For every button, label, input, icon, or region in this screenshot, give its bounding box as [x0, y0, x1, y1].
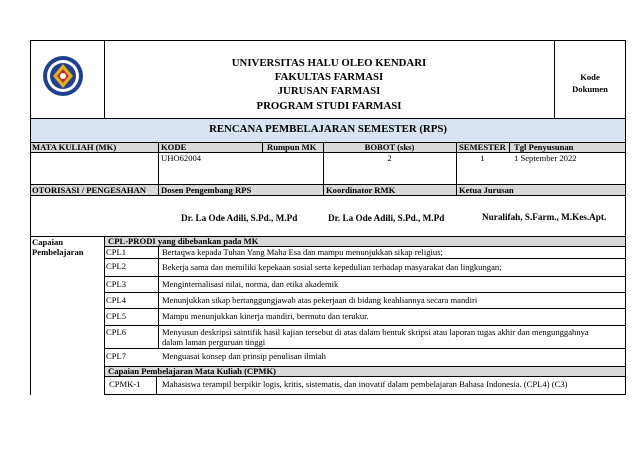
cpmk-text: Mahasiswa terampil berpikir logis, kritis, sistematis, dan inovatif dalam pembelajaran Bahasa Indonesia. (CPL4) (C3): [162, 379, 568, 389]
doc-title: RENCANA PEMBELAJARAN SEMESTER (RPS): [209, 123, 447, 135]
faculty-name: FAKULTAS FARMASI: [274, 71, 384, 83]
university-logo: [42, 54, 84, 98]
cpl-header: CPL-PRODI yang dibebankan pada MK: [108, 236, 259, 246]
cpl-code: CPL5: [106, 311, 127, 321]
department-name: JURUSAN FARMASI: [277, 85, 381, 97]
col-semester: SEMESTER: [459, 142, 506, 152]
program-name: PROGRAM STUDI FARMASI: [256, 100, 402, 112]
cpmk-code: CPMK-1: [109, 379, 141, 389]
course-bobot-value: 2: [387, 153, 392, 163]
course-kode-value: UHO62004: [161, 153, 202, 163]
cpl-code: CPL2: [106, 261, 127, 271]
cpl-text: Menguasai konsep dan prinsip penulisan ilmiah: [162, 351, 326, 361]
col-mata-kuliah: MATA KULIAH (MK): [32, 142, 117, 152]
cpl-code: CPL1: [106, 247, 127, 257]
cpl-text: Mampu menunjukkan kinerja mandiri, bermutu dan terukur.: [162, 311, 369, 321]
dosen-name: Dr. La Ode Adili, S.Pd., M.Pd: [181, 213, 298, 223]
course-tgl-value: 1 September 2022: [514, 153, 577, 163]
col-rumpun: Rumpun MK: [267, 142, 317, 152]
cpl-code: CPL6: [106, 327, 127, 337]
col-tgl: Tgl Penyusunan: [514, 142, 574, 152]
capaian-label: Capaian: [32, 237, 64, 247]
pembelajaran-label: Pembelajaran: [32, 247, 84, 257]
cpl-text-cont: dalam laman perguruan tinggi: [162, 337, 266, 347]
col-bobot: BOBOT (sks): [364, 142, 415, 152]
cpl-code: CPL3: [106, 279, 127, 289]
cpl-code: CPL7: [106, 351, 127, 361]
koordinator-name: Dr. La Ode Adili, S.Pd., M.Pd: [328, 213, 445, 223]
ketua-label: Ketua Jurusan: [459, 185, 514, 195]
cpl-text: Bekerja sama dan memiliki kepekaan sosial serta kepedulian terhadap masyarakat dan lingkungan;: [162, 262, 502, 272]
course-semester-value: 1: [480, 153, 485, 163]
cpl-text: Menginternalisasi nilai, norma, dan etika akademik: [162, 279, 339, 289]
cpl-code: CPL4: [106, 295, 127, 305]
col-kode: KODE: [161, 142, 187, 152]
cpl-text: Bertaqwa kepada Tuhan Yang Maha Esa dan mampu menunjukkan sikap religius;: [162, 247, 443, 257]
cpl-text: Menyusun deskripsi saintifik hasil kajian tersebut di atas dalam bentuk skripsi atau laporan tugas akhir dan mengunggahnya: [162, 327, 589, 337]
auth-label: OTORISASI / PENGESAHAN: [32, 185, 146, 195]
doc-code-label: Kode: [580, 72, 600, 82]
dosen-label: Dosen Pengembang RPS: [161, 185, 252, 195]
cpmk-header: Capaian Pembelajaran Mata Kuliah (CPMK): [108, 366, 277, 376]
koordinator-label: Koordinator RMK: [326, 185, 396, 195]
university-name: UNIVERSITAS HALU OLEO KENDARI: [231, 57, 427, 69]
cpl-text: Menunjukkan sikap bertanggungjawab atas pekerjaan di bidang keahliannya secara mandiri: [162, 295, 478, 305]
doc-code-label-2: Dokumen: [572, 84, 608, 94]
ketua-name: Nuralifah, S.Farm., M.Kes.Apt.: [482, 212, 607, 222]
